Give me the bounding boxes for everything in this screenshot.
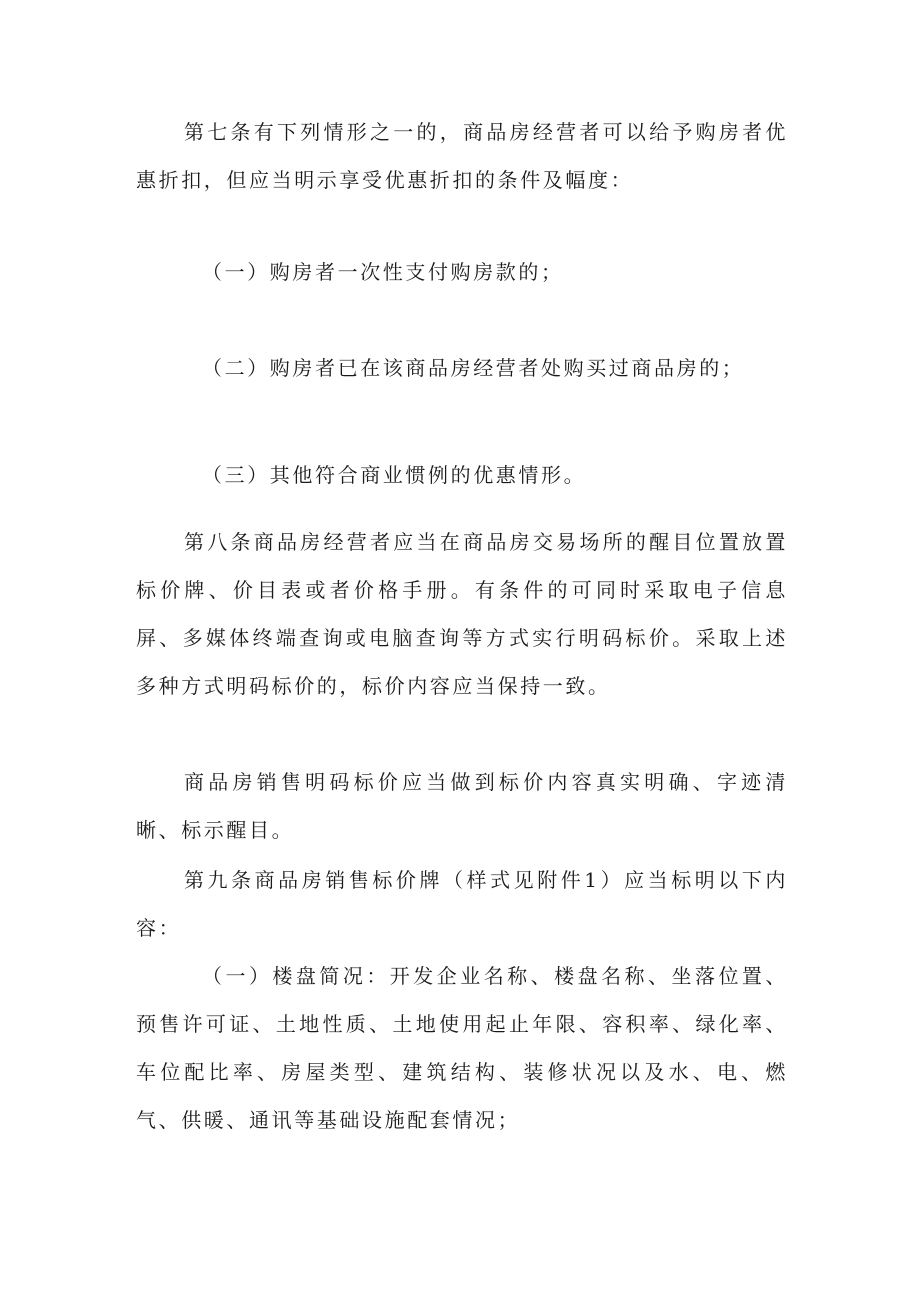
article-7-item-3: （三）其他符合商业惯例的优惠情形。 xyxy=(202,463,587,487)
article-8-clarity-paragraph: 商品房销售明码标价应当做到标价内容真实明确、字迹清晰、标示醒目。 xyxy=(136,770,788,842)
article-7-item-2: （二）购房者已在该商品房经营者处购买过商品房的； xyxy=(202,356,745,380)
article-9-item-1: （一）楼盘简况：开发企业名称、楼盘名称、坐落位置、预售许可证、土地性质、土地使用起止年限、容积率、绿化率、车位配比率、房屋类型、建筑结构、装修状况以及水、电、燃气、供暖、通讯等基础设施配套情况； xyxy=(136,964,788,1132)
article-7-item-1: （一）购房者一次性支付购房款的； xyxy=(202,260,564,284)
article-8-paragraph: 第八条商品房经营者应当在商品房交易场所的醒目位置放置标价牌、价目表或者价格手册。有条件的可同时采取电子信息屏、多媒体终端查询或电脑查询等方式实行明码标价。采取上述多种方式明码标价的，标价内容应当保持一致。 xyxy=(136,530,788,698)
article-7-paragraph: 第七条有下列情形之一的，商品房经营者可以给予购房者优惠折扣，但应当明示享受优惠折扣的条件及幅度： xyxy=(136,120,788,192)
article-9-paragraph: 第九条商品房销售标价牌（样式见附件1）应当标明以下内容： xyxy=(136,868,788,940)
